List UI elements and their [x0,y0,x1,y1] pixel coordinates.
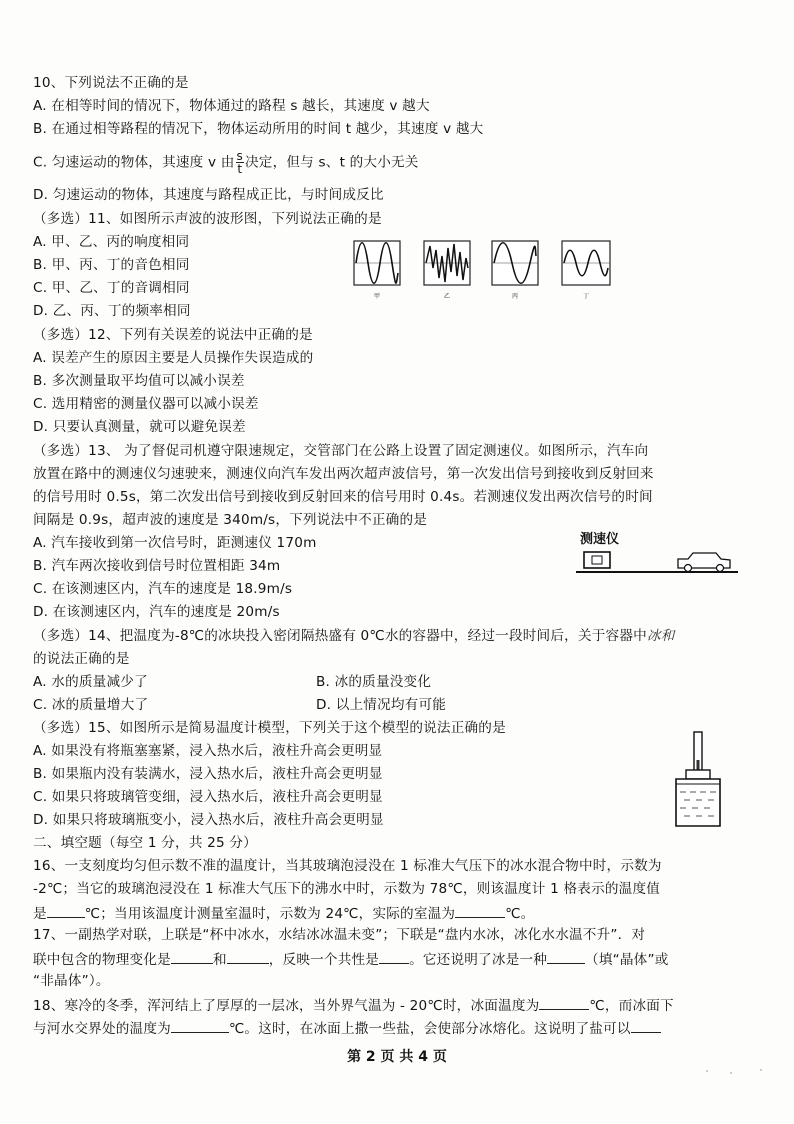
q16-line-3-text-b: ℃；当用该温度计测量室温时，示数为 24℃，实际的室温为 [84,906,456,922]
q16-line-3-text-a: 是 [33,906,47,922]
q13-line-3: 的信号用时 0.5s，第二次发出信号到接收到反射回来的信号用时 0.4s。若测速仪发出两次信号的时间 [33,489,653,505]
q12-option-d: D. 只要认真测量，就可以避免误差 [33,419,246,435]
q18-blank-3[interactable] [631,1018,661,1033]
speed-fraction [236,150,244,175]
q15-option-a: A. 如果没有将瓶塞塞紧，浸入热水后，液柱升高会更明显 [33,743,383,759]
q10-option-a: A. 在相等时间的情况下，物体通过的路程 s 越长，其速度 v 越大 [33,98,430,114]
q10-stem: 10、下列说法不正确的是 [33,75,189,91]
q13-line-2: 放置在路中的测速仪匀速驶来，测速仪向汽车发出两次超声波信号，第一次发出信号到接收到反射回来 [33,466,654,482]
speed-meter-label: 测速仪 [580,532,620,547]
wave-label-jia: 甲 [373,293,381,300]
section-2-heading: 二、填空题（每空 1 分，共 25 分） [33,835,257,851]
q14-option-a: A. 水的质量减少了 [33,674,148,690]
car-icon [678,553,730,572]
q17-blank-4[interactable] [547,949,585,964]
q13-line-4: 间隔是 0.9s，超声波的速度是 340m/s，下列说法中不正确的是 [33,512,428,528]
q12-stem: （多选）12、下列有关误差的说法中正确的是 [33,327,313,343]
q15-option-d: D. 如果只将玻璃瓶变小，浸入热水后，液柱升高会更明显 [33,812,384,828]
q13-line-1: （多选）13、 为了督促司机遵守限速规定，交管部门在公路上设置了固定测速仪。如图所示，汽车向 [33,443,649,459]
wave-ding [562,241,610,285]
q11-stem: （多选）11、如图所示声波的波形图，下列说法正确的是 [33,211,382,227]
q12-option-a: A. 误差产生的原因主要是人员操作失误造成的 [33,350,314,366]
q17-line-2-text-a: 联中包含的物理变化是 [33,952,171,968]
wave-label-yi: 乙 [443,293,451,300]
q17-blank-1[interactable] [171,949,213,964]
q17-line-3: “非晶体”）。 [33,973,110,989]
q17-line-2-text-b: 和 [212,952,227,968]
q18-blank-2[interactable] [171,1018,229,1033]
wave-bing [492,241,538,285]
page-footer: 第 2 页 共 4 页 [347,1049,447,1065]
q11-option-a: A. 甲、乙、丙的响度相同 [33,234,190,250]
q17-line-1: 17、一副热学对联，上联是“杯中冰水，水结冰冰温未变”；下联是“盘内水冰，冰化水水温不升”．对 [33,927,646,943]
q14-line-1-text: （多选）14、把温度为-8℃的冰块投入密闭隔热盛有 0℃水的容器中，经过一段时间后，关于容器中 [33,628,647,644]
q16-line-1: 16、一支刻度均匀但示数不准的温度计，当其玻璃泡浸没在 1 标准大气压下的冰水混合物中时，示数为 [33,858,662,874]
glass-bottle [676,779,720,826]
q11-option-c: C. 甲、乙、丁的音调相同 [33,280,190,296]
q17-line-2-text-c: ，反映一个共性是 [268,952,380,968]
q18-line-1-text-a: 18、寒冷的冬季，浑河结上了厚厚的一层冰，当外界气温为 - 20℃时，冰面温度为 [33,998,540,1014]
q14-option-d: D. 以上情况均有可能 [316,697,447,713]
q17-line-2 [33,949,669,969]
q11-option-b: B. 甲、丙、丁的音色相同 [33,257,190,273]
wave-label-bing: 丙 [511,293,519,300]
q16-line-2: -2℃；当它的玻璃泡浸没在 1 标准大气压下的沸水中时，示数为 78℃，则该温度计 1 格表示的温度值 [33,881,661,897]
q16-blank-2[interactable] [455,903,505,918]
bottle-stopper [686,770,710,779]
q18-line-1 [33,995,674,1015]
q13-option-a: A. 汽车接收到第一次信号时，距测速仪 170m [33,535,317,551]
fraction-denominator: t [237,162,243,176]
wave-yi [424,241,470,285]
q17-line-2-text-d: 。它还说明了冰是一种 [409,952,548,968]
q10-option-c [33,150,419,175]
speed-meter-device [584,552,610,568]
fraction-numerator: s [236,149,243,163]
thermometer-model-figure [662,730,734,830]
q10-option-c-text-before: C. 匀速运动的物体，其速度 v 由 [33,154,235,171]
q16-blank-1[interactable] [47,903,85,918]
q17-line-2-text-e: （填“晶体”或 [585,952,669,968]
q18-line-2-text-a: 与河水交界处的温度为 [33,1021,171,1037]
q10-option-c-text-after: 决定，但与 s、t 的大小无关 [245,154,419,171]
q11-option-d: D. 乙、丙、丁的频率相同 [33,303,191,319]
q18-line-2 [33,1018,661,1038]
q15-option-c: C. 如果只将玻璃管变细，浸入热水后，液柱升高会更明显 [33,789,383,805]
q12-option-c: C. 选用精密的测量仪器可以减小误差 [33,396,259,412]
q14-line-2: 的说法正确的是 [33,651,130,667]
q16-line-3 [33,903,534,923]
q17-blank-3[interactable] [379,949,409,964]
wave-label-ding: 丁 [582,293,590,300]
q10-option-d: D. 匀速运动的物体，其速度与路程成正比，与时间成反比 [33,187,384,203]
q16-line-3-text-c: ℃。 [505,906,535,922]
q14-line-1 [33,627,675,645]
q13-option-b: B. 汽车两次接收到信号时位置相距 34m [33,558,281,574]
q10-option-b: B. 在通过相等路程的情况下，物体运动所用的时间 t 越少，其速度 v 越大 [33,121,484,137]
q14-handwritten-note: 冰和 [646,628,675,644]
q12-option-b: B. 多次测量取平均值可以减小误差 [33,373,245,389]
q15-stem: （多选）15、如图所示是简易温度计模型，下列关于这个模型的说法正确的是 [33,720,506,736]
wave-jia [354,241,400,285]
speed-meter-figure [574,528,740,582]
q18-line-2-text-b: ℃。这时，在冰面上撒一些盐，会使部分冰熔化。这说明了盐可以 [228,1021,631,1037]
q15-option-b: B. 如果瓶内没有装满水，浸入热水后，液柱升高会更明显 [33,766,383,782]
q14-option-b: B. 冰的质量没变化 [316,674,432,690]
q14-option-c: C. 冰的质量增大了 [33,697,149,713]
q18-line-1-text-b: ℃，而冰面下 [589,998,674,1014]
q13-option-d: D. 在该测速区内，汽车的速度是 20m/s [33,604,280,620]
q17-blank-2[interactable] [227,949,269,964]
waveform-figure [352,238,614,302]
q13-option-c: C. 在该测速区内，汽车的速度是 18.9m/s [33,581,293,597]
q18-blank-1[interactable] [539,995,589,1010]
